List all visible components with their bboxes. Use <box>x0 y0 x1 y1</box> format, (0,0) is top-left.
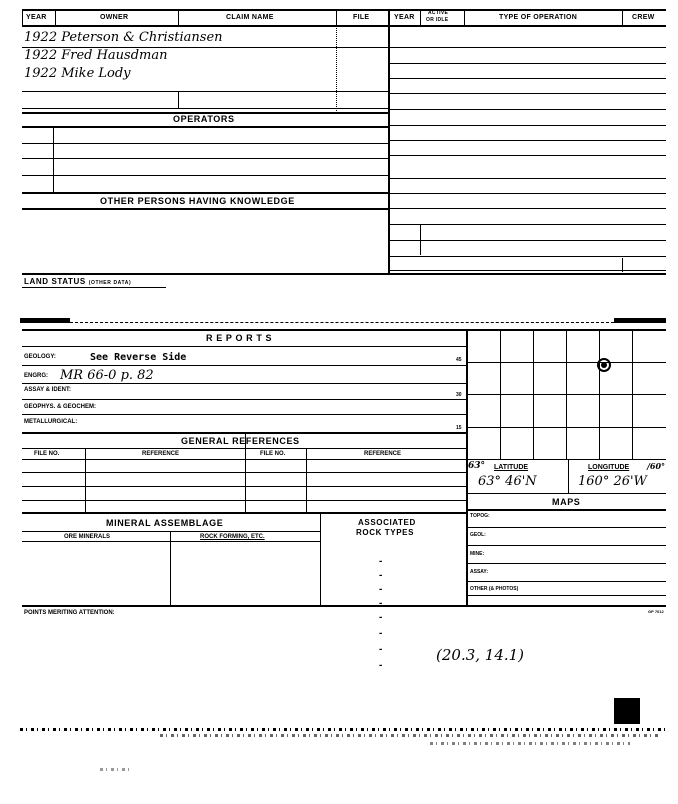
location-marker-icon <box>597 358 611 372</box>
header-file: FILE <box>353 14 370 21</box>
maps-topog: TOPOG: <box>470 513 490 519</box>
scan-smudge <box>614 318 666 323</box>
dash-mark: - <box>379 570 383 581</box>
associated-label: ASSOCIATED <box>358 518 416 527</box>
land-status-sub: (OTHER DATA) <box>88 280 132 286</box>
scan-noise <box>160 734 660 737</box>
geology-label: GEOLOGY: <box>24 354 56 360</box>
other-persons-title: OTHER PERSONS HAVING KNOWLEDGE <box>100 196 295 206</box>
scan-black-square <box>614 698 640 724</box>
land-status-text: LAND STATUS <box>24 277 86 286</box>
dash-mark: - <box>379 584 383 595</box>
header-active-line1: ACTIVE <box>428 10 449 16</box>
dash-mark: - <box>379 660 383 671</box>
ref-header-reference-2: REFERENCE <box>364 451 402 457</box>
ref-header-file-no: FILE NO. <box>34 451 60 457</box>
form-number: GP 7012 <box>648 609 664 614</box>
coordinates-note: (20.3, 14.1) <box>436 646 525 664</box>
assay-ident-label: ASSAY & IDENT: <box>24 387 72 393</box>
header-claim-name: CLAIM NAME <box>226 14 274 21</box>
dash-mark: - <box>379 644 383 655</box>
engrg-value: MR 66-0 p. 82 <box>60 368 154 383</box>
general-references-title: GENERAL REFERENCES <box>181 436 300 446</box>
dash-mark: - <box>379 556 383 567</box>
header-year: YEAR <box>26 14 47 21</box>
ref-header-file-no-2: FILE NO. <box>260 451 286 457</box>
maps-mine: MINE: <box>470 551 485 557</box>
ore-minerals-header: ORE MINERALS <box>64 534 111 540</box>
scan-smudge <box>20 318 70 323</box>
assay-ident-num: 30 <box>456 392 462 398</box>
maps-assay: ASSAY: <box>470 569 489 575</box>
operators-title: OPERATORS <box>173 114 235 124</box>
dash-mark: - <box>379 628 383 639</box>
latitude-label: LATITUDE <box>494 464 529 471</box>
owner-row-3: 1922 Mike Lody <box>24 66 131 81</box>
points-meriting-attention-label: POINTS MERITING ATTENTION: <box>24 610 115 616</box>
land-status-label <box>24 277 131 286</box>
maps-title: MAPS <box>552 497 581 507</box>
header-active-line2: OR IDLE <box>426 17 449 23</box>
header-crew: CREW <box>632 14 655 21</box>
lon-suffix: /60° <box>647 461 666 471</box>
geology-value: See Reverse Side <box>90 352 187 363</box>
maps-other: OTHER (& PHOTOS) <box>470 586 519 592</box>
longitude-label: LONGITUDE <box>588 464 630 471</box>
owner-row-1: 1922 Peterson & Christiansen <box>24 30 223 45</box>
dash-mark: - <box>379 598 383 609</box>
rock-types-label: ROCK TYPES <box>356 528 415 537</box>
longitude-value: 160° 26'W <box>578 474 647 489</box>
header-type-of-operation: TYPE OF OPERATION <box>499 14 578 21</box>
engrg-label: ENGRG: <box>24 373 48 379</box>
scan-noise <box>100 768 130 771</box>
metallurgical-num: 15 <box>456 425 462 431</box>
metallurgical-label: METALLURGICAL: <box>24 419 78 425</box>
geophys-label: GEOPHYS. & GEOCHEM: <box>24 404 97 410</box>
header-owner: OWNER <box>100 14 129 21</box>
owner-row-2: 1922 Fred Hausdman <box>24 48 168 63</box>
lat-prefix: 63° <box>468 461 486 471</box>
maps-geol: GEOL: <box>470 532 486 538</box>
reports-title: R E P O R T S <box>206 333 273 343</box>
dash-mark: - <box>379 612 383 623</box>
header-year-2: YEAR <box>394 14 415 21</box>
scan-noise <box>20 728 666 731</box>
geology-num: 45 <box>456 357 462 363</box>
rock-forming-header: ROCK FORMING, ETC. <box>200 534 265 540</box>
mineral-assemblage-title: MINERAL ASSEMBLAGE <box>106 518 224 528</box>
scan-noise <box>430 742 630 745</box>
latitude-value: 63° 46'N <box>478 474 537 489</box>
ref-header-reference: REFERENCE <box>142 451 180 457</box>
